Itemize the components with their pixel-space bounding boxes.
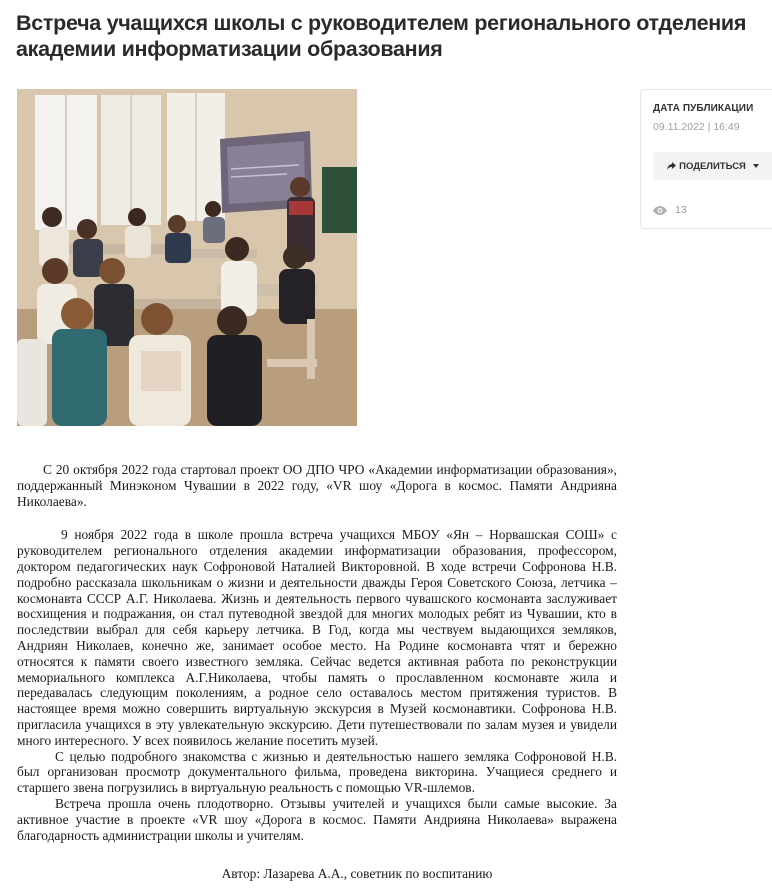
share-label: ПОДЕЛИТЬСЯ (679, 160, 746, 172)
article-body (17, 462, 617, 843)
caret-down-icon (753, 164, 759, 168)
view-counter (653, 204, 687, 216)
classroom-photo (17, 89, 357, 426)
share-arrow-icon (667, 162, 676, 170)
publication-sidebar (640, 89, 772, 229)
view-count: 13 (675, 204, 687, 216)
article-author: Автор: Лазарева А.А., советник по воспитанию (221, 866, 493, 881)
article-paragraph: С целью подробного знакомства с жизнью и деятельностью нашего земляка Софроновой Н.В. был организован просмотр документального фильма, проведена викторина. Учащиеся среднего и старшего звена погрузились в виртуальную реальность с помощью VR-шлемов. (17, 748, 617, 796)
article-paragraph: 9 ноября 2022 года в школе прошла встреча учащихся МБОУ «Ян – Норвашская СОШ» с руководителем регионального отделения академии информатизации образования, профессором, доктором педагогических наук Софроновой Наталией Викторовной. В ходе встречи Софронова Н.В. подробно рассказала школьникам о жизни и деятельности дважды Героя Советского Союза, летчика – космонавта СССР А.Г. Николаева. Жизнь и деятельность первого чувашского космонавта заслуживает восхищения и подражания, он стал путеводной звездой для многих молодых ребят из Чувашии, кто в последствии выбрал для себя карьеру летчика. В Год, когда мы чествуем выдающихся земляков, Андриян Николаев, конечно же, занимает особое место. На Родине космонавта чтят и бережно относятся к памяти своего известного земляка. Сейчас ведется активная работа по реконструкции мемориального комплекса А.Г.Николаева, чтобы память о прославленном космонавте жила и передавалась следующим поколениям, а родное село оставалось местом притяжения туристов. В настоящее время можно совершить виртуальную экскурсия в Музей космонавтики. Софронова Н.В. пригласила учащихся в эту увлекательную экскурсию. Дети путешествовали по залам музея и увидели много интересного. У всех появилось желание посетить музей. (17, 527, 617, 748)
article-paragraph: Встреча прошла очень плодотворно. Отзывы учителей и учащихся были самые высокие. За активное участие в проекте «VR шоу «Дорога в космос. Памяти Андрияна Николаева» выражена благодарность администрации школы и учителям. (17, 795, 617, 843)
article-photo[interactable] (17, 89, 357, 426)
publication-date-label: ДАТА ПУБЛИКАЦИИ (653, 103, 754, 114)
share-button[interactable] (653, 152, 772, 180)
article-paragraph: С 20 октября 2022 года стартовал проект ОО ДПО ЧРО «Академии информатизации образования», поддержанный Минэконом Чувашии в 2022 году, «VR шоу «Дорога в космос. Памяти Андрияна Николаева». (17, 462, 617, 509)
publication-date: 09.11.2022 | 16:49 (653, 121, 740, 133)
article-title: Встреча учащихся школы с руководителем регионального отделения академии информатизации образования (16, 11, 747, 61)
eye-icon (653, 206, 667, 215)
